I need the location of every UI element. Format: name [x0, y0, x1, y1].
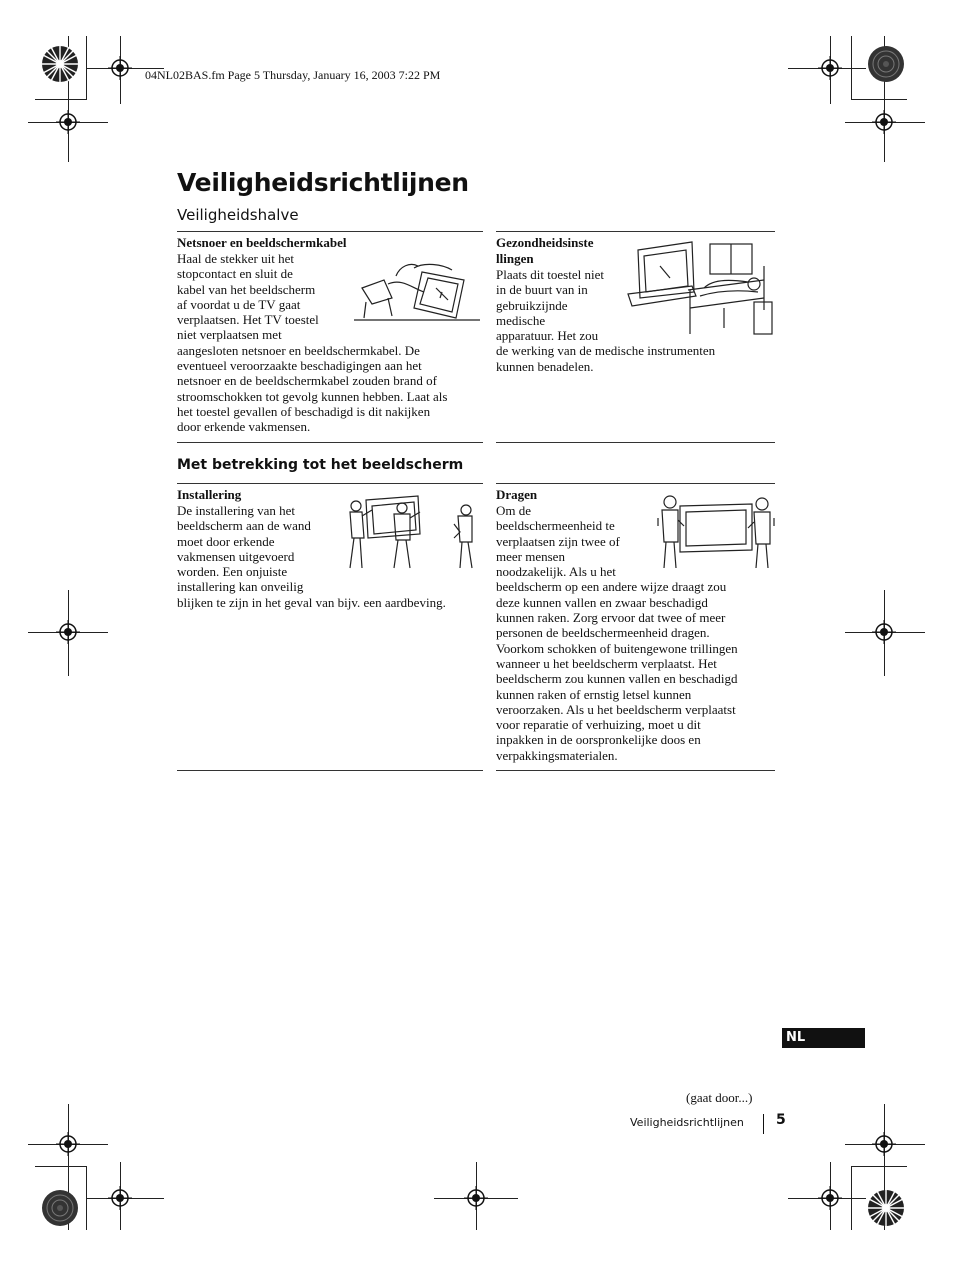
- starburst-mark-icon: [866, 1188, 906, 1228]
- registration-target-icon: [56, 110, 80, 134]
- dragen-title: Dragen: [496, 487, 538, 502]
- hospital-tv-illustration: [624, 238, 776, 338]
- starburst-mark-icon: [40, 1188, 80, 1228]
- footer-separator: [763, 1114, 764, 1134]
- gezondheid-title: Gezondheidsinste llingen: [496, 235, 594, 266]
- installering-text: De installering van het beeldscherm aan de wand moet door erkende vakmensen uitgevoerd worden. Een onjuiste installering kan onveilig blijken te zijn in het geval van bijv. een aardbeving.: [177, 503, 446, 610]
- section-heading-safety: Veiligheidshalve: [177, 206, 299, 224]
- section-rule: [496, 231, 775, 232]
- crop-line: [851, 1166, 907, 1167]
- page-title: Veiligheidsrichtlijnen: [177, 168, 469, 197]
- registration-target-icon: [56, 620, 80, 644]
- netsnoer-text: Haal de stekker uit het stopcontact en sluit de kabel van het beeldscherm af voordat u de TV gaat verplaatsen. Het TV toestel niet verplaatsen met aangesloten netsnoer en beeldschermkabel. De eventueel veroorzaakte beschadigingen aan het netsnoer en de beeldschermkabel zouden brand of stroomschokken tot gevolg kunnen hebben. Laat als het toestel gevallen of beschadigd is dit nakijken door erkende vakmensen.: [177, 251, 448, 435]
- section-rule: [177, 770, 483, 771]
- footer-section-label: Veiligheidsrichtlijnen: [630, 1116, 744, 1129]
- registration-target-icon: [464, 1186, 488, 1210]
- crop-line: [35, 99, 87, 100]
- installers-mounting-illustration: [344, 494, 480, 574]
- registration-target-icon: [872, 1132, 896, 1156]
- page-number: 5: [776, 1112, 786, 1128]
- section-rule: [177, 442, 483, 443]
- installering-title: Installering: [177, 487, 242, 502]
- section-rule: [177, 231, 483, 232]
- two-people-carrying-illustration: [656, 492, 776, 572]
- registration-target-icon: [818, 56, 842, 80]
- section-rule: [496, 483, 775, 484]
- registration-target-icon: [108, 1186, 132, 1210]
- starburst-mark-icon: [40, 44, 80, 84]
- file-meta-header: 04NL02BAS.fm Page 5 Thursday, January 16, 2003 7:22 PM: [145, 68, 441, 82]
- dragen-text: Om de beeldschermeenheid te verplaatsen zijn twee of meer mensen noodzakelijk. Als u het beeldscherm op een andere wijze draagt zou deze kunnen vallen en zwaar beschadigd kunnen raken. Zorg ervoor dat twee of meer personen de beeldschermeenheid dragen. Voorkom schokken of buitengewone trillingen wanneer u het beeldscherm verplaatst. Het beeldscherm zou kunnen vallen en beschadigd kunnen raken of ernstig letsel kunnen veroorzaken. Als u het beeldscherm verplaatst voor reparatie of verhuizing, moet u dit inpakken in de oorspronkelijke doos en verpakkingsmaterialen.: [496, 503, 738, 763]
- crop-line: [851, 99, 907, 100]
- language-tab: NL: [782, 1028, 865, 1048]
- continued-note: (gaat door...): [686, 1090, 753, 1105]
- registration-target-icon: [872, 620, 896, 644]
- section-rule: [177, 483, 483, 484]
- registration-target-icon: [56, 1132, 80, 1156]
- section-rule: [496, 770, 775, 771]
- tv-unplug-illustration: [352, 258, 482, 324]
- registration-target-icon: [872, 110, 896, 134]
- starburst-mark-icon: [866, 44, 906, 84]
- section-heading-display: Met betrekking tot het beeldscherm: [177, 457, 464, 473]
- registration-target-icon: [818, 1186, 842, 1210]
- section-rule: [496, 442, 775, 443]
- crop-line: [35, 1166, 87, 1167]
- gezondheid-text: Plaats dit toestel niet in de buurt van in gebruikzijnde medische apparatuur. Het zou de werking van de medische instrumenten kunnen benadelen.: [496, 267, 716, 374]
- registration-target-icon: [108, 56, 132, 80]
- netsnoer-title: Netsnoer en beeldschermkabel: [177, 235, 347, 250]
